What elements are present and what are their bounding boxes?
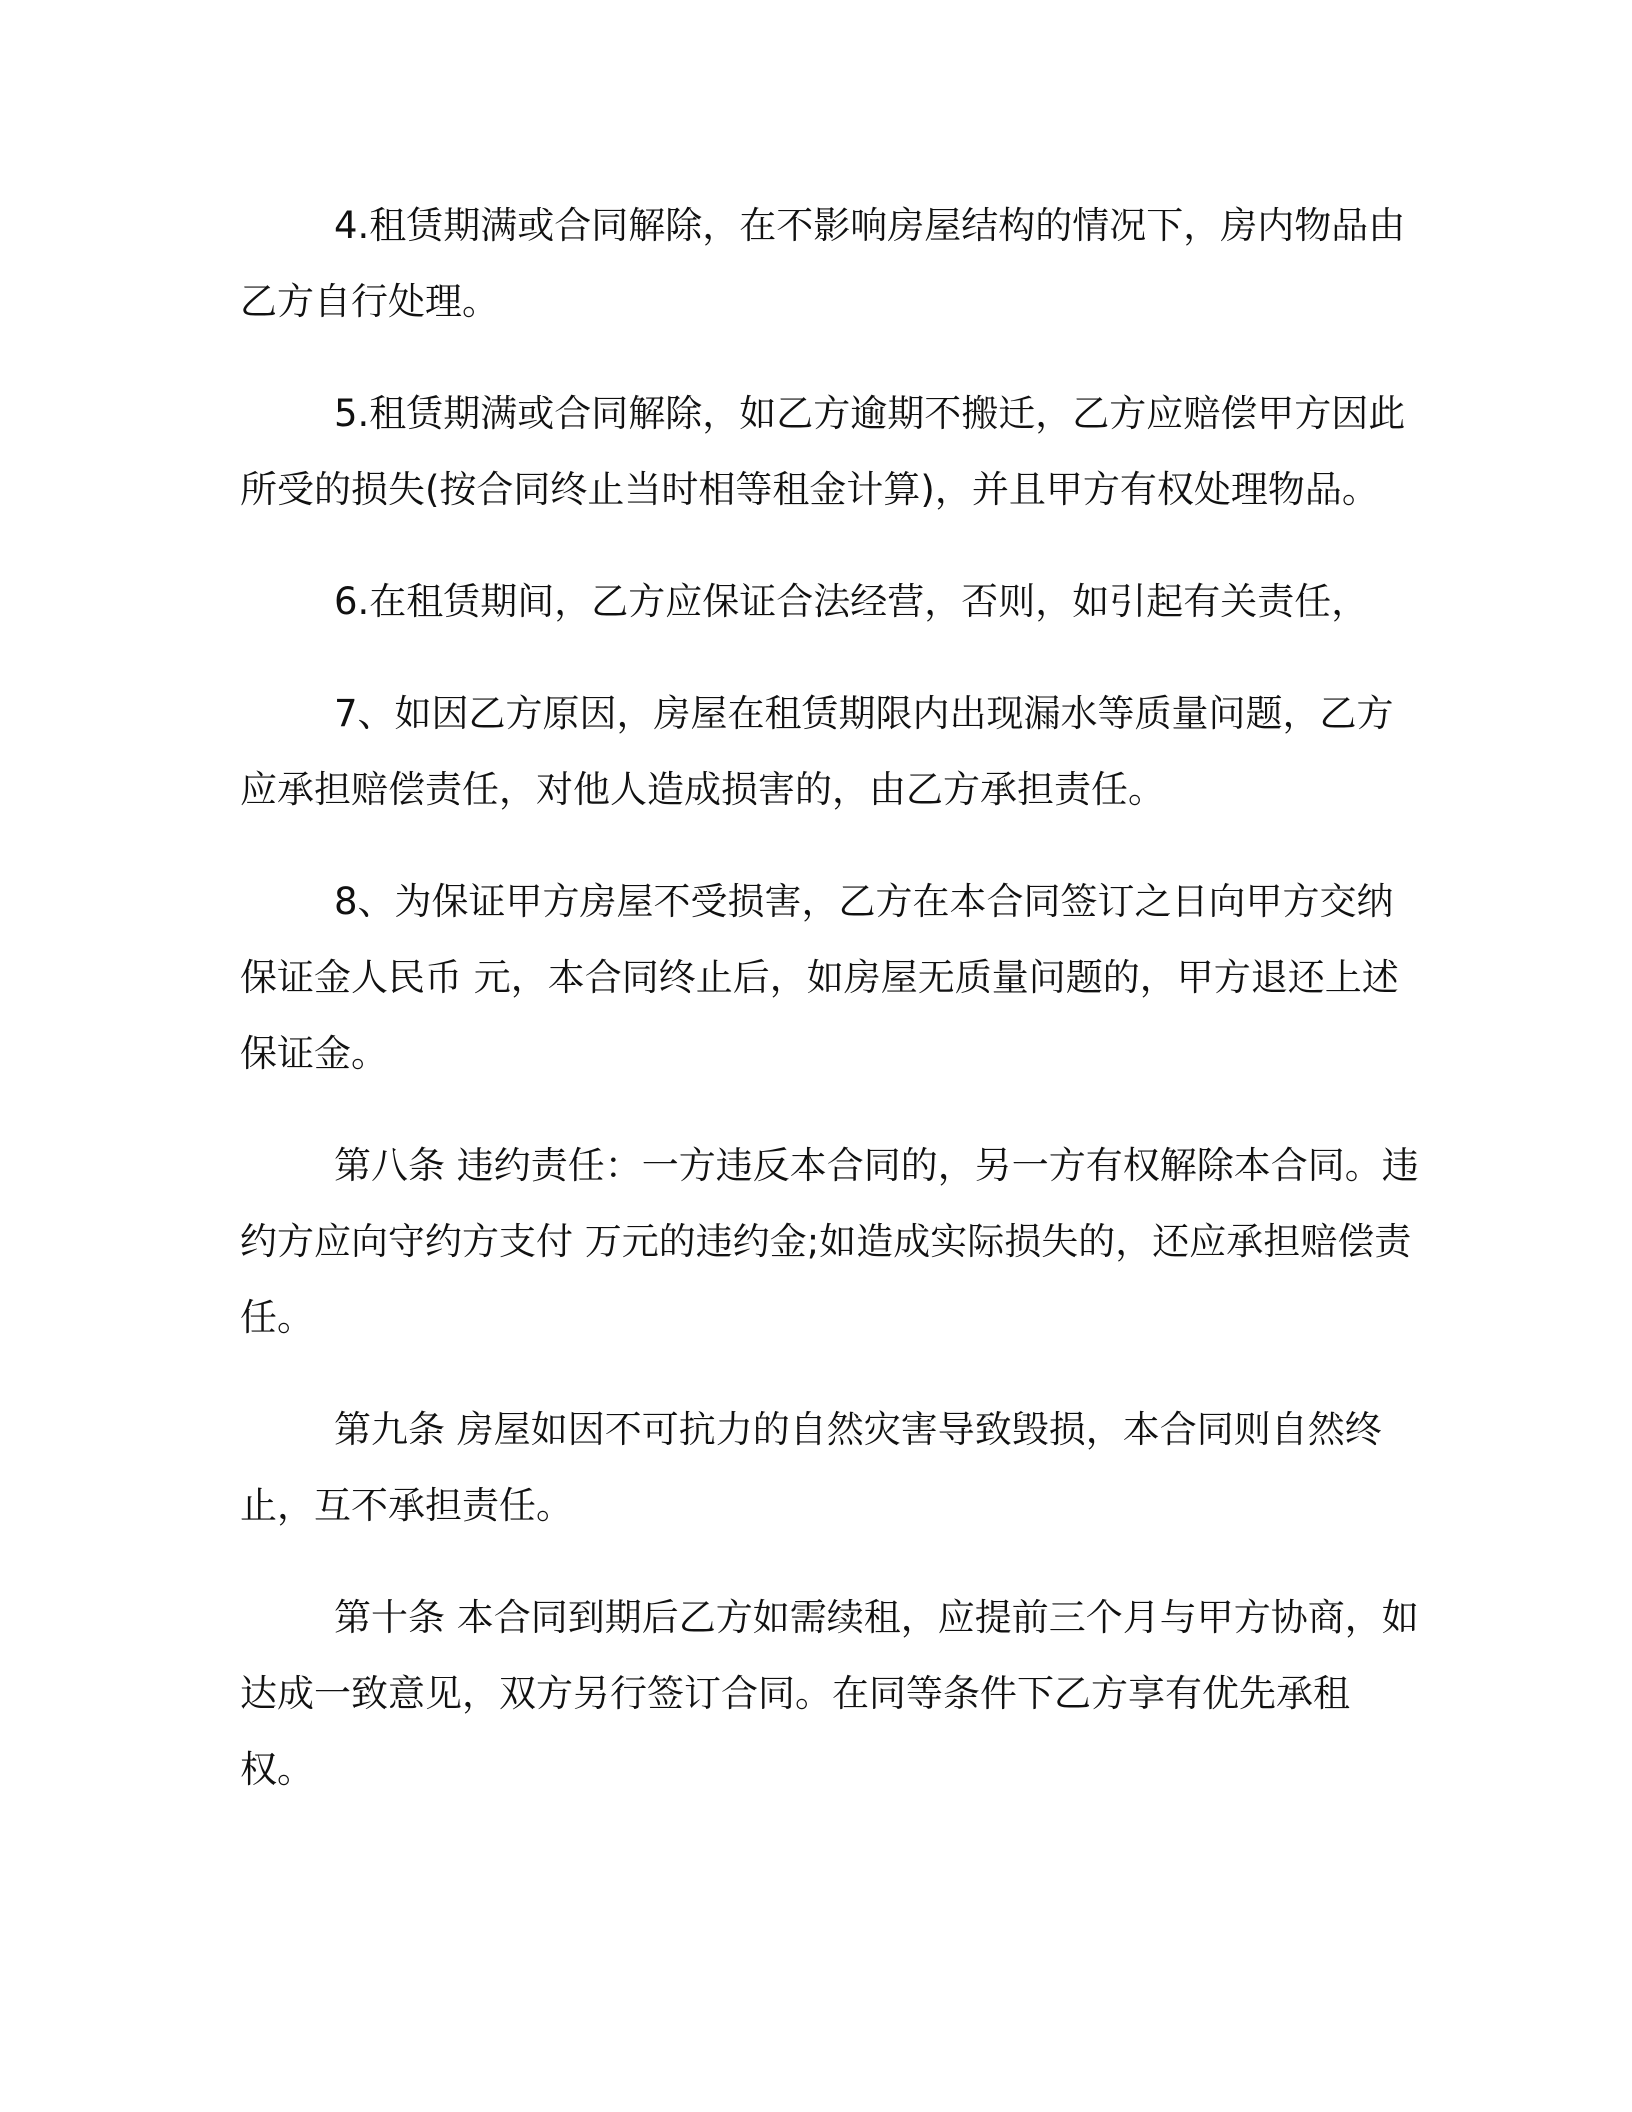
article-8-breach-liability: 第八条 违约责任：一方违反本合同的，另一方有权解除本合同。违约方应向守约方支付 万元的违约金;如造成实际损失的，还应承担赔偿责任。	[240, 1144, 1419, 1339]
article-10-renewal: 第十条 本合同到期后乙方如需续租，应提前三个月与甲方协商，如达成一致意见，双方另行签订合同。在同等条件下乙方享有优先承租权。	[240, 1596, 1419, 1791]
clause-5: 5.租赁期满或合同解除，如乙方逾期不搬迁，乙方应赔偿甲方因此所受的损失(按合同终止当时相等租金计算)，并且甲方有权处理物品。	[240, 392, 1406, 511]
clause-6: 6.在租赁期间，乙方应保证合法经营，否则，如引起有关责任，	[334, 580, 1369, 623]
article-9-force-majeure: 第九条 房屋如因不可抗力的自然灾害导致毁损，本合同则自然终止，互不承担责任。	[240, 1408, 1382, 1527]
document-body	[240, 188, 1420, 1808]
clause-8: 8、为保证甲方房屋不受损害，乙方在本合同签订之日向甲方交纳保证金人民币 元，本合同终止后，如房屋无质量问题的，甲方退还上述保证金。	[240, 880, 1399, 1075]
clause-4: 4.租赁期满或合同解除，在不影响房屋结构的情况下，房内物品由乙方自行处理。	[240, 204, 1406, 323]
clause-7: 7、如因乙方原因，房屋在租赁期限内出现漏水等质量问题，乙方应承担赔偿责任，对他人造成损害的，由乙方承担责任。	[240, 692, 1394, 811]
